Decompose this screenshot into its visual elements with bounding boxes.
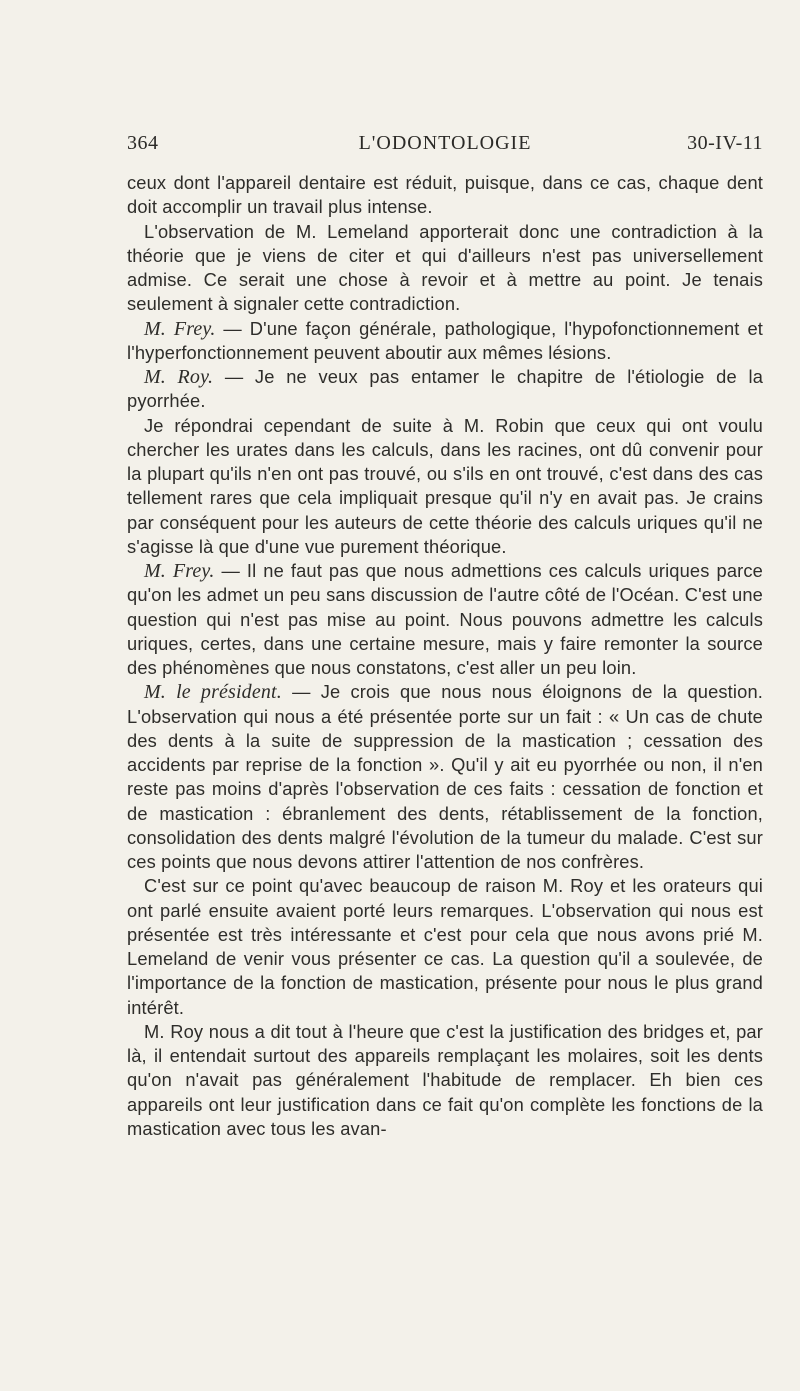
speaker-name: M. Roy. xyxy=(144,366,214,388)
paragraph xyxy=(127,365,763,414)
paragraph xyxy=(127,317,763,366)
paragraph-text: — Je crois que nous nous éloignons de la question. L'observation qui nous a été présentée porte sur un fait : « Un cas de chute des dents à la suite de suppression de la mastication ; cessation des accidents par reprise de la fonction ». Qu'il y ait eu pyorrhée ou non, il n'en reste pas moins d'après l'observation de ces faits : cessation de fonction et de mastication : ébranlement des dents, rétablissement de la fonction, consolidation des dents malgré l'évolution de la tumeur du malade. C'est sur ces points que nous devons attirer l'attention de nos confrères. xyxy=(127,681,763,872)
paragraph-text: — Il ne faut pas que nous admettions ces calculs uriques parce qu'on les admet un peu sans discussion de l'autre côté de l'Océan. C'est une question qui n'est pas mise au point. Nous pouvons admettre les calculs uriques, certes, dans une certaine mesure, mais y faire remonter la source des phénomènes que nous constatons, c'est aller un peu loin. xyxy=(127,560,763,678)
speaker-name: M. Frey. xyxy=(144,560,215,582)
paragraph xyxy=(127,874,763,1020)
paragraph xyxy=(127,559,763,680)
paragraph xyxy=(127,220,763,317)
paragraph-text: L'observation de M. Lemeland apporterait donc une contradiction à la théorie que je viens de citer et qui d'ailleurs n'est pas universellement admise. Ce serait une chose à revoir et à mettre au point. Je tenais seulement à signaler cette contradiction. xyxy=(127,220,763,315)
paragraph-text: M. Roy nous a dit tout à l'heure que c'est la justification des bridges et, par là, il entendait surtout des appareils remplaçant les molaires, soit les dents qu'on n'avait pas généralement l'habitude de remplacer. Eh bien ces appareils ont leur justification dans ce fait qu'on complète les fonctions de la mastication avec tous les avan- xyxy=(127,1020,763,1139)
running-header xyxy=(127,132,763,162)
paragraph-text: C'est sur ce point qu'avec beaucoup de raison M. Roy et les orateurs qui ont parlé ensuite avaient porté leurs remarques. L'observation qui nous est présentée est très intéressante et c'est pour cela que nous avons prié M. Lemeland de venir vous présenter ce cas. La question qu'il a soulevée, de l'importance de la fonction de mastication, présente pour nous le plus grand intérêt. xyxy=(127,875,763,1018)
page-number: 364 xyxy=(127,132,159,154)
paragraph xyxy=(127,414,763,560)
paragraph xyxy=(127,1020,763,1141)
paragraph xyxy=(127,680,763,874)
paragraph xyxy=(127,171,763,220)
paragraph-text: ceux dont l'appareil dentaire est réduit, puisque, dans ce cas, chaque dent doit accomplir un travail plus intense. xyxy=(127,172,763,218)
paragraph-text: — Je ne veux pas entamer le chapitre de l'étiologie de la pyorrhée. xyxy=(127,366,764,412)
speaker-name: M. le président. xyxy=(144,681,282,704)
issue-date: 30-IV-11 xyxy=(687,132,763,154)
journal-title: L'ODONTOLOGIE xyxy=(358,132,532,154)
paragraph-text: Je répondrai cependant de suite à M. Robin que ceux qui ont voulu chercher les urates dans les calculs, dans les racines, ont dû convenir pour la plupart qu'ils n'en ont pas trouvé, ou s'ils en ont trouvé, c'est dans des cas tellement rares que cela impliquait presque qu'il n'y en avait pas. Je crains par conséquent pour les auteurs de cette théorie des calculs uriques qu'il ne s'agisse là que d'une vue purement théorique. xyxy=(127,414,763,557)
speaker-name: M. Frey. xyxy=(144,317,216,340)
paragraph-text: — D'une façon générale, pathologique, l'hypofonctionnement et l'hyperfonctionnement peuvent aboutir aux mêmes lésions. xyxy=(127,317,763,363)
article-body xyxy=(127,171,763,1141)
